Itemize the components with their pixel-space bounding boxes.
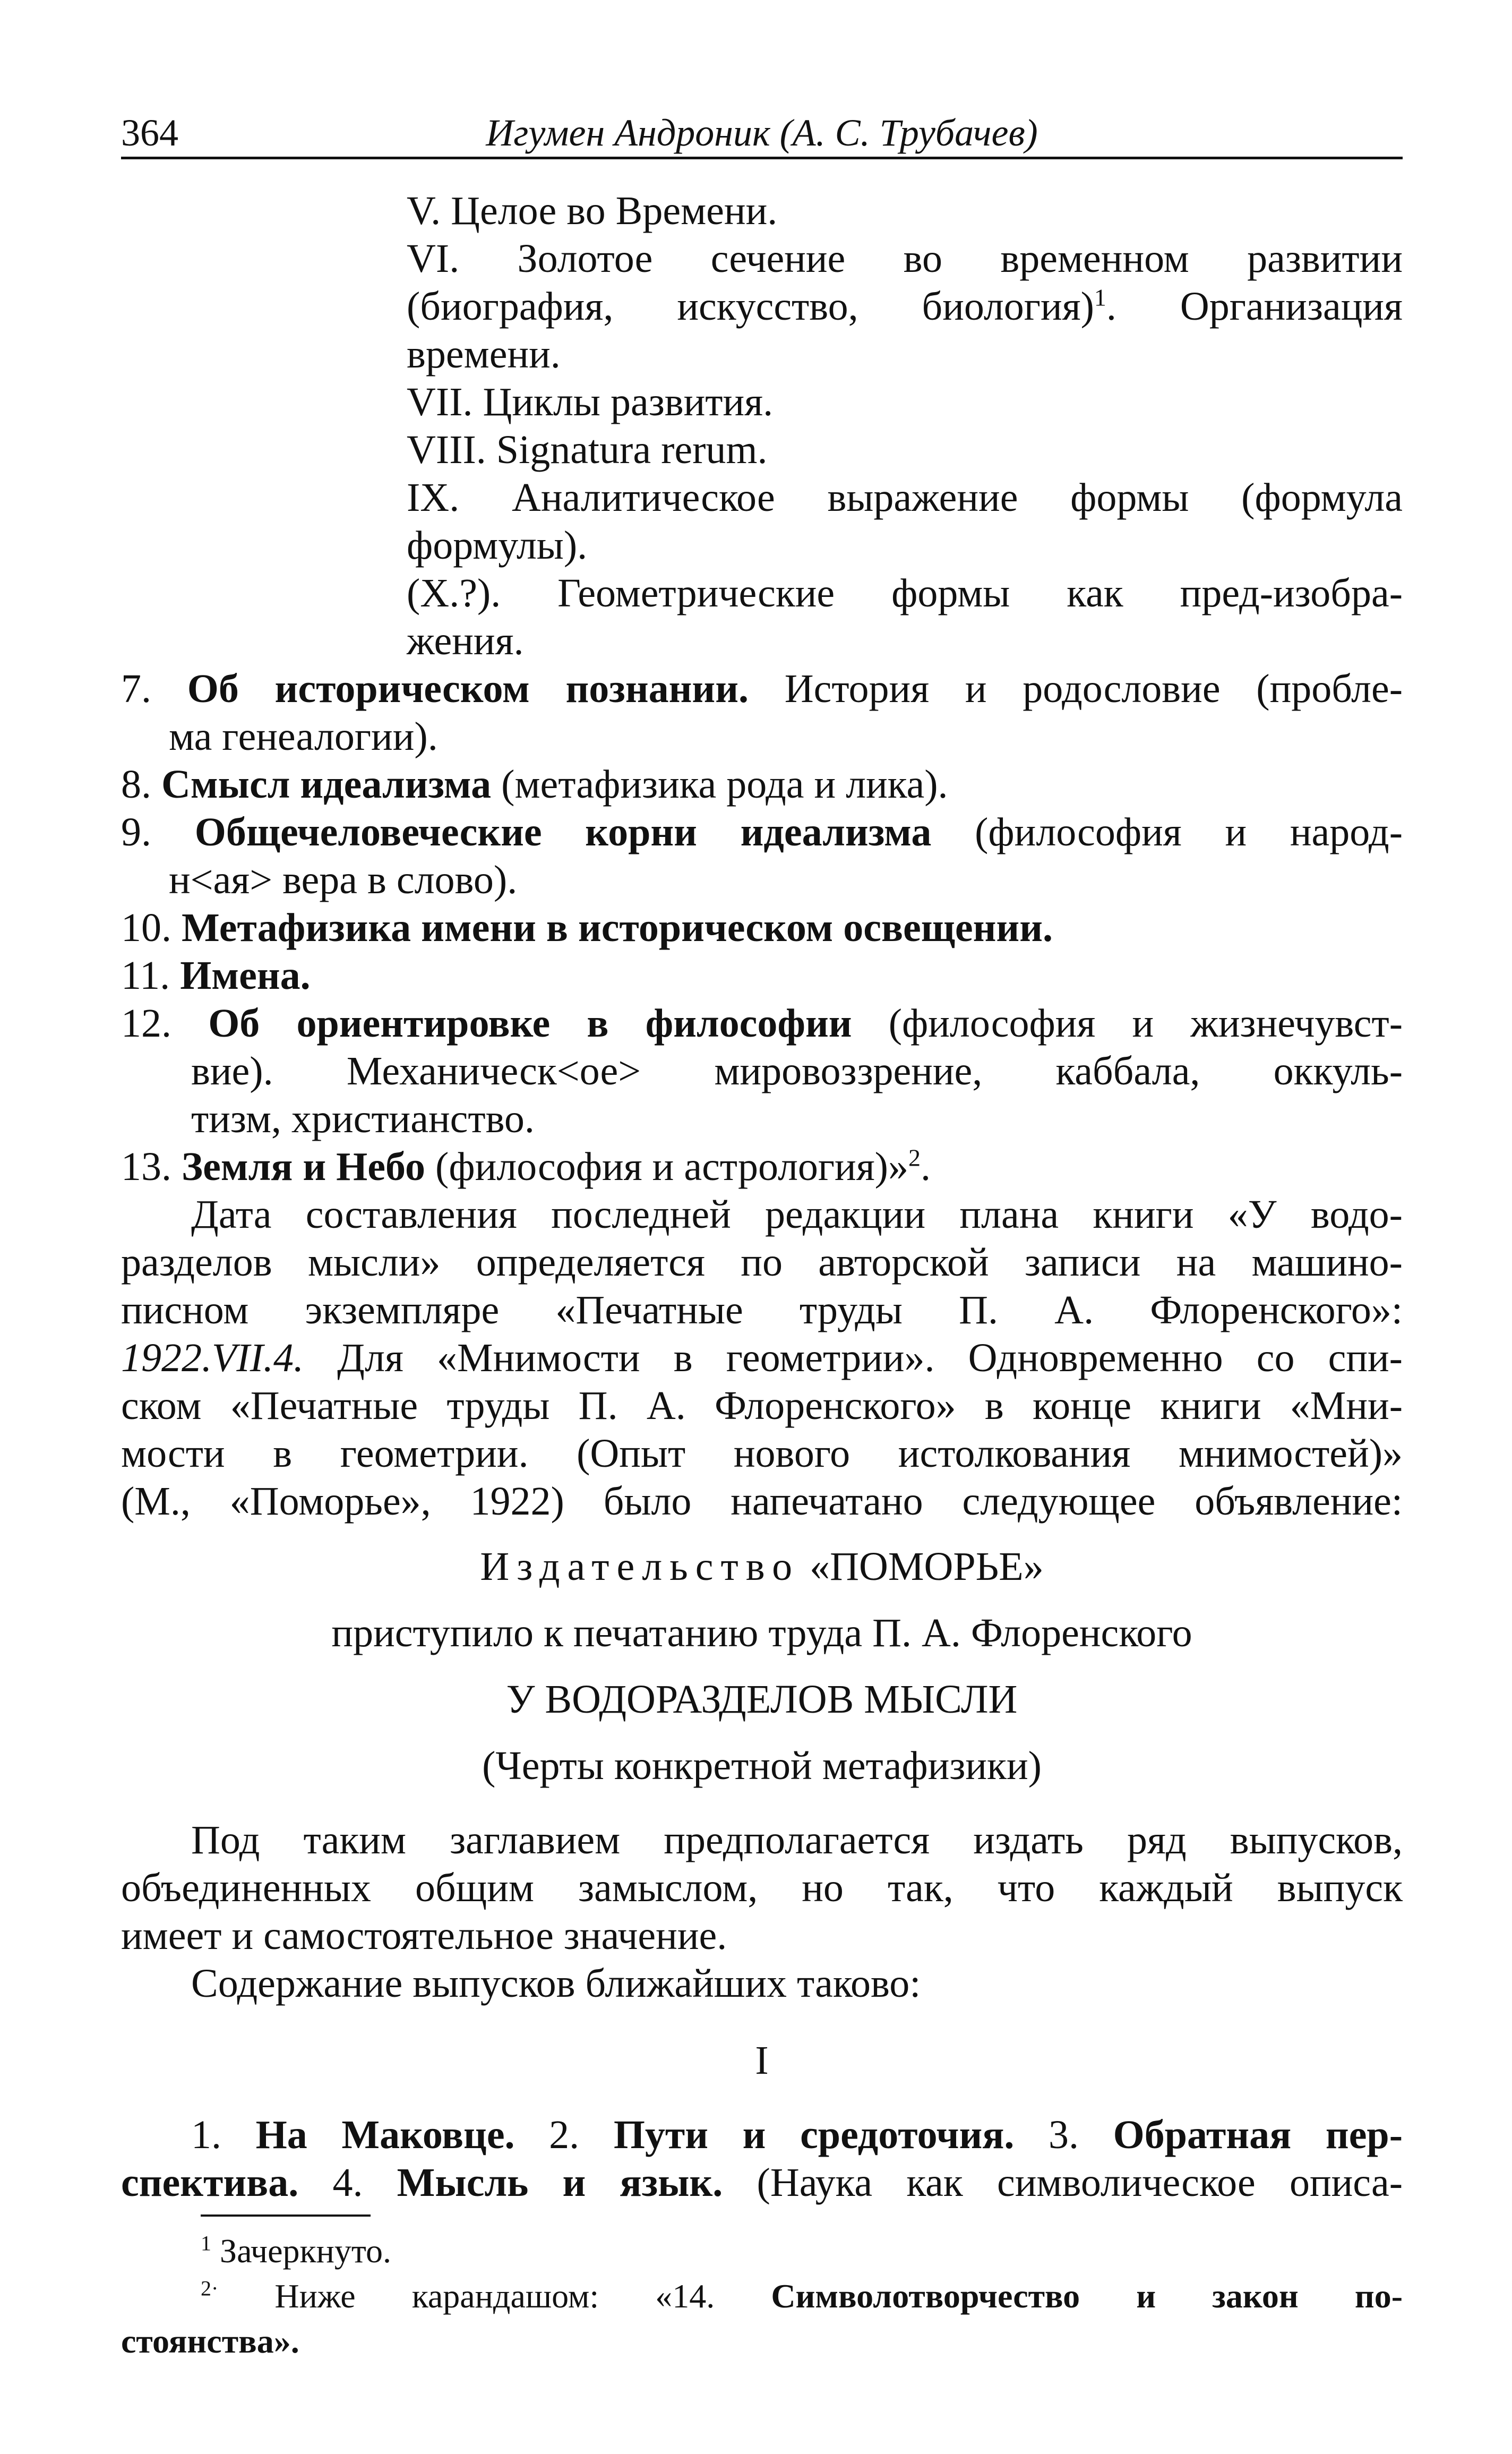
body-text-line: разделов мысли» определяется по авторской записи на машино- — [121, 1240, 1403, 1285]
footnote-divider — [201, 2214, 371, 2217]
toc-sub-line: VIII. Signatura rerum. — [407, 427, 768, 472]
body-text-line: (М., «Поморье», 1922) было напечатано следующее объявление: — [121, 1479, 1403, 1524]
issue-contents-line: 1. На Маковце. 2. Пути и средоточия. 3. Обратная пер- — [191, 2113, 1403, 2157]
toc-item-13: 13. Земля и Небо (философия и астрология)»$^2$. — [121, 1144, 931, 1189]
body-text-line: Содержание выпусков ближайших таково: — [191, 1961, 921, 2006]
toc-sub-line: (биография, искусство, биология)$^1$. Организация — [407, 284, 1403, 329]
footnote-ref: 1 — [1094, 284, 1106, 311]
body-text-line: ском «Печатные труды П. А. Флоренского» в конце книги «Мни- — [121, 1383, 1403, 1428]
footnote-mark: 2· — [201, 2276, 219, 2301]
toc-item-9-cont: н<ая> вера в слово). — [169, 858, 518, 902]
book-title: У ВОДОРАЗДЕЛОВ МЫСЛИ — [506, 1677, 1018, 1722]
toc-item-7: 7. Об историческом познании. История и родословие (пробле- — [121, 666, 1403, 711]
page-number: 364 — [121, 112, 178, 154]
body-text-line: писном экземпляре «Печатные труды П. А. Флоренского»: — [121, 1288, 1403, 1332]
toc-sub-line: VII. Циклы развития. — [407, 380, 774, 424]
book-subtitle: (Черты конкретной метафизики) — [482, 1743, 1042, 1788]
body-text-line: объединенных общим замыслом, но так, что каждый выпуск — [121, 1866, 1403, 1910]
toc-item-12-cont: вие). Механическ<ое> мировоззрение, каббала, оккуль- — [191, 1049, 1403, 1093]
body-text-line: 1922.VII.4. Для «Мнимости в геометрии». Одновременно со спи- — [121, 1336, 1403, 1380]
toc-item-11: 11. Имена. — [121, 953, 311, 998]
toc-item-12-cont: тизм, христианство. — [191, 1097, 535, 1141]
toc-sub-line: (X.?). Геометрические формы как пред-изобра- — [407, 571, 1403, 615]
running-title: Игумен Андроник (А. С. Трубачев) — [486, 112, 1038, 154]
footnote-ref: 2 — [908, 1144, 921, 1172]
toc-item-7-cont: ма генеалогии). — [169, 714, 438, 759]
page-header — [121, 109, 1403, 159]
body-text-line: Под таким заглавием предполагается издать ряд выпусков, — [191, 1818, 1403, 1862]
toc-sub-line: времени. — [407, 332, 561, 377]
publisher-line: Издательство «ПОМОРЬЕ» — [480, 1544, 1044, 1589]
footnote-mark: 1 — [201, 2231, 211, 2255]
toc-sub-line: жения. — [407, 619, 524, 663]
body-text-line: имеет и самостоятельное значение. — [121, 1913, 727, 1958]
section-numeral: I — [755, 2038, 769, 2083]
toc-item-10: 10. Метафизика имени в историческом освещении. — [121, 905, 1053, 950]
footnote-2-cont: стоянства». — [121, 2322, 299, 2360]
toc-sub-line: IX. Аналитическое выражение формы (формула — [407, 475, 1403, 520]
footnote-1: $^1$ Зачеркнуто. — [201, 2231, 391, 2270]
toc-sub-line: формулы). — [407, 523, 588, 568]
footnote-2: $^{2\cdot}$ Ниже карандашом: «14. Символотворчество и закон по- — [201, 2276, 1403, 2315]
toc-item-9: 9. Общечеловеческие корни идеализма (философия и народ- — [121, 810, 1403, 854]
body-text-line: Дата составления последней редакции плана книги «У водо- — [191, 1192, 1403, 1237]
toc-item-12: 12. Об ориентировке в философии (философия и жизнечувст- — [121, 1001, 1403, 1046]
body-text-line: мости в геометрии. (Опыт нового истолкования мнимостей)» — [121, 1431, 1403, 1476]
toc-sub-line: VI. Золотое сечение во временном развитии — [407, 236, 1403, 281]
issue-contents-line: спектива. 4. Мысль и язык. (Наука как символическое описа- — [121, 2160, 1403, 2205]
toc-sub-line: V. Целое во Времени. — [407, 189, 778, 233]
toc-item-8: 8. Смысл идеализма (метафизика рода и лика). — [121, 762, 948, 807]
announcement-line: приступило к печатанию труда П. А. Флоренского — [331, 1611, 1192, 1655]
